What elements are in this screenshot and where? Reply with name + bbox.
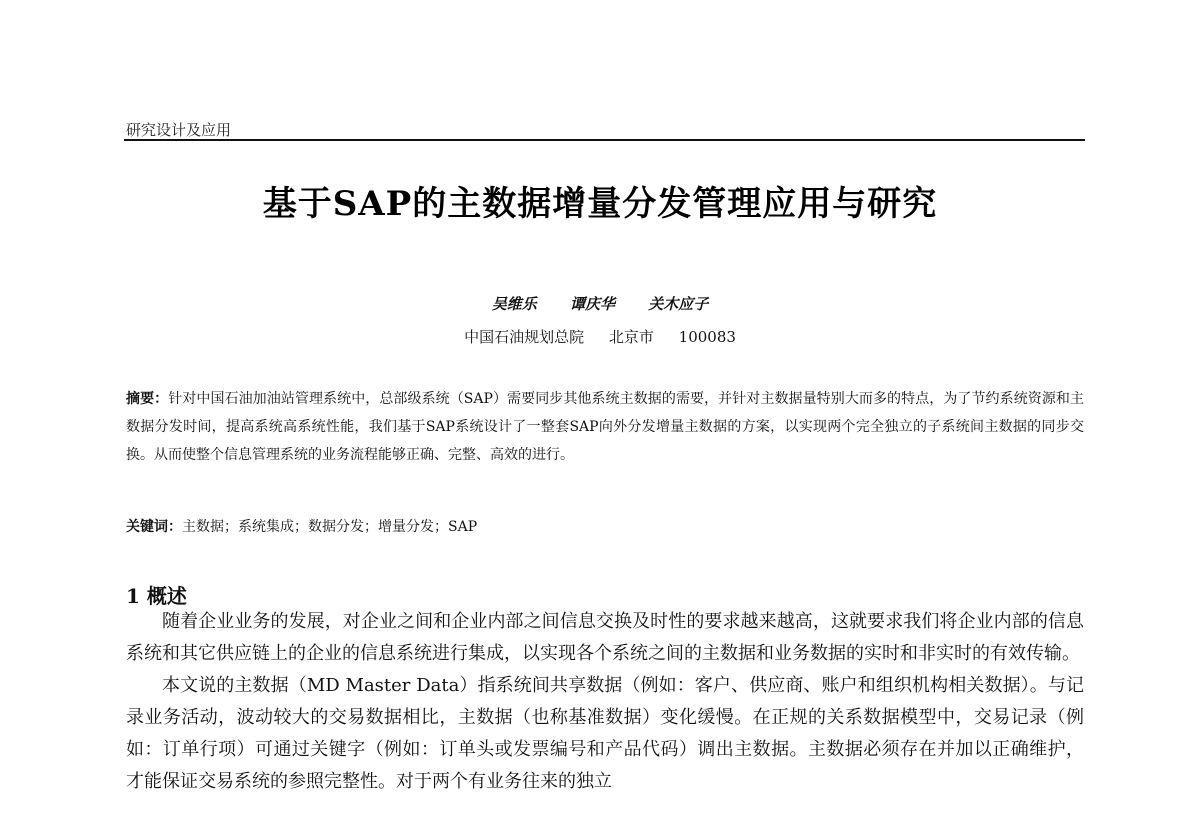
- section-heading: 1 概述: [126, 584, 187, 608]
- body-paragraph-2: 本文说的主数据（MD Master Data）指系统间共享数据（例如：客户、供应商、账户和组织机构相关数据）。与记录业务活动，波动较大的交易数据相比，主数据（也称基准数据）变化缓慢。在正规的关系数据模型中，交易记录（例如：订单行项）可通过关键字（例如：订单头或发票编号和产品代码）调出主数据。主数据必须存在并加以正确维护， 才能保证交易系统的参照完整性。对于两个有业务往来的独立: [126, 675, 1084, 792]
- keywords-text: 主数据；系统集成；数据分发；增量分发；SAP: [182, 519, 478, 535]
- keywords: [126, 516, 1084, 536]
- abstract-label: 摘要：: [126, 391, 169, 407]
- author-1: 吴维乐: [491, 295, 537, 313]
- paper-title: 基于SAP的主数据增量分发管理应用与研究: [262, 184, 938, 224]
- body-paragraph-1: 随着企业业务的发展，对企业之间和企业内部之间信息交换及时性的要求越来越高，这就要求我们将企业内部的信息系统和其它供应链上的企业的信息系统进行集成，以实现各个系统之间的主数据和业务数据的实时和非实时的有效传输。: [126, 611, 1084, 664]
- author-list: [0, 293, 1200, 314]
- author-3: 关木应子: [648, 295, 709, 313]
- keywords-label: 关键词：: [126, 519, 182, 535]
- affiliation: [0, 326, 1200, 347]
- section-body: [126, 606, 1084, 798]
- header-rule: [124, 139, 1085, 141]
- affiliation-institution: 中国石油规划总院: [464, 328, 585, 346]
- affiliation-postcode: 100083: [678, 328, 736, 346]
- running-header: 研究设计及应用: [126, 121, 232, 139]
- author-2: 谭庆华: [569, 295, 615, 313]
- affiliation-city: 北京市: [608, 328, 654, 346]
- abstract-text: 针对中国石油加油站管理系统中，总部级系统（SAP）需要同步其他系统主数据的需要，并针对主数据量特别大而多的特点，为了节约系统资源和主数据分发时间，提高系统高系统性能，我们基于SAP系统设计了一整套SAP向外分发增量主数据的方案，以实现两个完全独立的子系统间主数据的同步交换。从而使整个信息管理系统的业务流程能够正确、完整、高效的进行。: [126, 391, 1085, 463]
- abstract: [126, 385, 1084, 469]
